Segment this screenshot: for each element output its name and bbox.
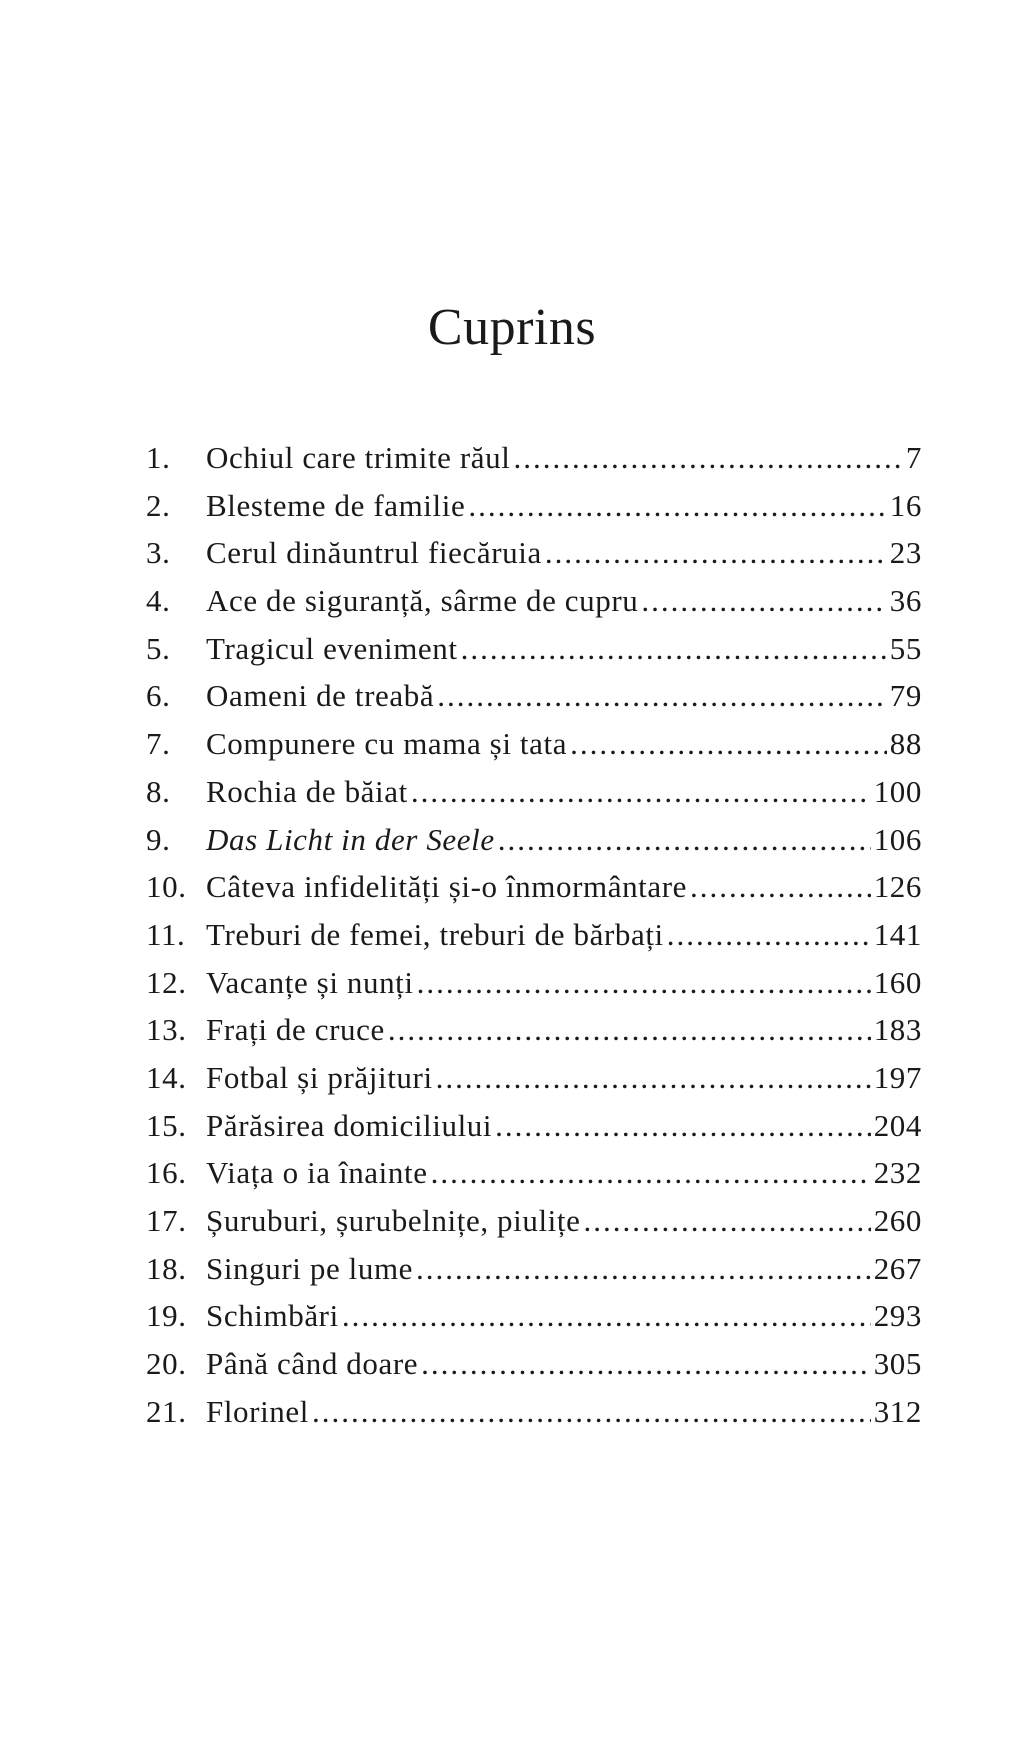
chapter-title: Cerul dinăuntrul fiecăruia: [206, 535, 542, 571]
page-number: 106: [873, 821, 922, 857]
chapter-number: 12.: [146, 964, 187, 1000]
chapter-number: 17.: [146, 1203, 187, 1238]
page-number: 312: [873, 1393, 922, 1429]
chapter-number: 16.: [146, 1155, 187, 1191]
chapter-number: 8.: [146, 773, 171, 809]
dot-leader: [312, 1388, 871, 1436]
toc-entry: [146, 720, 922, 768]
page-number: 126: [873, 869, 922, 905]
page-number: 160: [873, 964, 922, 1000]
toc-entry: [146, 1245, 922, 1293]
toc-entry: [146, 863, 922, 911]
page-number: 293: [873, 1298, 922, 1334]
dot-leader: [431, 1149, 871, 1197]
toc-entry: [146, 1388, 922, 1436]
page-number: 260: [873, 1203, 922, 1238]
toc-entry: [146, 1149, 922, 1197]
chapter-number: 11.: [146, 916, 186, 952]
page-number: 7: [905, 440, 922, 475]
chapter-title: Schimbări: [206, 1298, 339, 1334]
dot-leader: [388, 1006, 871, 1054]
chapter-number: 7.: [146, 726, 171, 762]
chapter-title: Părăsirea domiciliului: [206, 1107, 493, 1143]
dot-leader: [583, 1197, 870, 1245]
dot-leader: [667, 911, 871, 959]
toc-entry: [146, 1006, 922, 1054]
chapter-number: 10.: [146, 869, 187, 905]
page-number: 100: [873, 773, 922, 809]
chapter-title: Câteva infidelități și-o înmormântare: [206, 869, 688, 905]
table-of-contents: [146, 434, 922, 1435]
chapter-number: 19.: [146, 1298, 187, 1334]
toc-entry: [146, 1054, 922, 1102]
toc-entry: [146, 768, 922, 816]
chapter-number: 21.: [146, 1393, 187, 1429]
chapter-title: Oameni de treabă: [206, 678, 435, 714]
chapter-title: Compunere cu mama și tata: [206, 726, 568, 762]
chapter-title: Vacanțe și nunți: [206, 964, 414, 1000]
chapter-title: Până când doare: [206, 1346, 419, 1382]
page-number: 232: [873, 1155, 922, 1191]
toc-entry: [146, 625, 922, 673]
page-number: 305: [873, 1346, 922, 1382]
dot-leader: [498, 816, 871, 864]
dot-leader: [461, 625, 887, 673]
page-number: 197: [873, 1059, 922, 1095]
page-number: 23: [889, 535, 922, 571]
chapter-number: 15.: [146, 1107, 187, 1143]
chapter-number: 1.: [146, 440, 171, 475]
chapter-title: Fotbal și prăjituri: [206, 1059, 433, 1095]
toc-entry: [146, 577, 922, 625]
toc-entry: [146, 1340, 922, 1388]
chapter-title: Viața o ia înainte: [206, 1155, 428, 1191]
page-number: 141: [873, 916, 922, 952]
chapter-title: Florinel: [206, 1393, 309, 1429]
dot-leader: [545, 529, 887, 577]
chapter-number: 5.: [146, 630, 171, 666]
chapter-number: 2.: [146, 487, 171, 523]
dot-leader: [468, 482, 886, 530]
chapter-number: 20.: [146, 1346, 187, 1382]
toc-entry: [146, 672, 922, 720]
page-number: 183: [873, 1012, 922, 1048]
dot-leader: [416, 1245, 871, 1293]
dot-leader: [437, 672, 887, 720]
toc-entry: [146, 1292, 922, 1340]
chapter-number: 13.: [146, 1012, 187, 1048]
chapter-number: 14.: [146, 1059, 187, 1095]
chapter-number: 18.: [146, 1250, 187, 1286]
dot-leader: [411, 768, 871, 816]
page-number: 267: [873, 1250, 922, 1286]
page-number: 16: [889, 487, 922, 523]
dot-leader: [641, 577, 886, 625]
chapter-title: Ochiul care trimite răul: [206, 440, 511, 475]
chapter-number: 6.: [146, 678, 171, 714]
dot-leader: [436, 1054, 871, 1102]
chapter-title: Șuruburi, șurubelnițe, piulițe: [206, 1203, 581, 1238]
chapter-number: 9.: [146, 821, 171, 857]
dot-leader: [417, 959, 871, 1007]
chapter-title: Rochia de băiat: [206, 773, 408, 809]
dot-leader: [495, 1102, 871, 1150]
chapter-title: Tragicul eveniment: [206, 630, 458, 666]
page-number: 55: [889, 630, 922, 666]
chapter-title: Das Licht in der Seele: [206, 821, 495, 857]
chapter-title: Frați de cruce: [206, 1012, 385, 1048]
toc-entry: [146, 1197, 922, 1245]
dot-leader: [690, 863, 871, 911]
toc-entry: [146, 1102, 922, 1150]
dot-leader: [342, 1292, 871, 1340]
page-number: 36: [889, 583, 922, 619]
page-number: 79: [889, 678, 922, 714]
toc-entry: [146, 482, 922, 530]
page-number: 204: [873, 1107, 922, 1143]
dot-leader: [421, 1340, 871, 1388]
toc-entry: [146, 816, 922, 864]
toc-entry: [146, 911, 922, 959]
toc-entry: [146, 434, 922, 482]
chapter-title: Blesteme de familie: [206, 487, 466, 523]
page-number: 88: [889, 726, 922, 762]
chapter-number: 3.: [146, 535, 171, 571]
chapter-title: Ace de siguranță, sârme de cupru: [206, 583, 639, 619]
toc-entry: [146, 959, 922, 1007]
page-title: Cuprins: [427, 299, 597, 356]
chapter-number: 4.: [146, 583, 171, 619]
toc-entry: [146, 529, 922, 577]
dot-leader: [513, 434, 902, 482]
dot-leader: [570, 720, 887, 768]
chapter-title: Treburi de femei, treburi de bărbați: [206, 916, 664, 952]
chapter-title: Singuri pe lume: [206, 1250, 414, 1286]
